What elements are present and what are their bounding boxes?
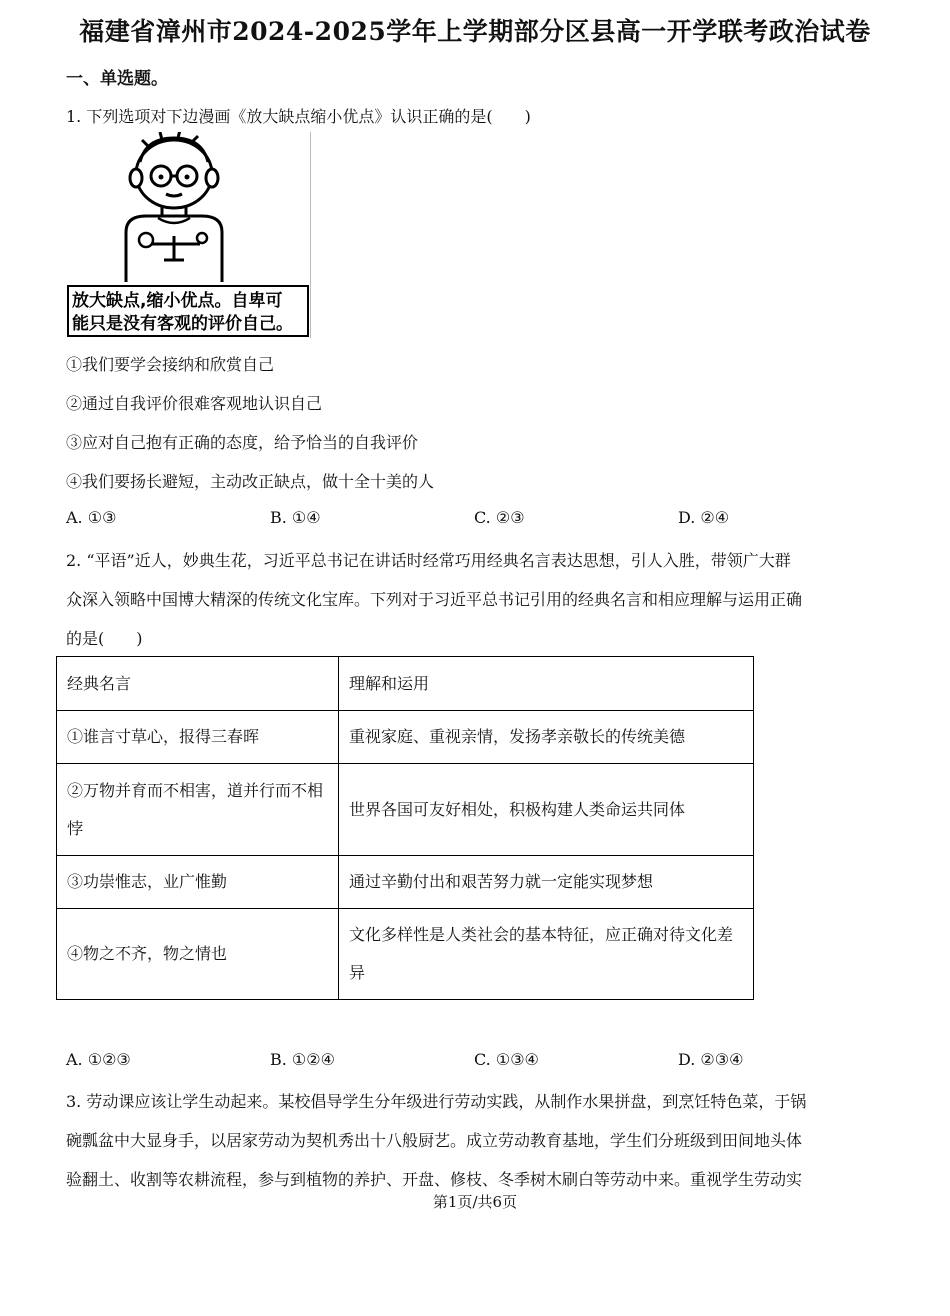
q1-option-c[interactable]: C. ②③ [474, 508, 525, 527]
cartoon-caption-line1: 放大缺点,缩小优点。自卑可 [72, 291, 283, 311]
q1-item-4: ④我们要扬长避短，主动改正缺点，做十全十美的人 [66, 472, 435, 491]
q2-stem-line3: 的是( ) [66, 629, 143, 648]
q2-stem-line2: 众深入领略中国博大精深的传统文化宝库。下列对于习近平总书记引用的经典名言和相应理解与运用正确 [66, 590, 803, 609]
table-cell-quote: ④物之不齐，物之情也 [57, 909, 339, 1000]
section-heading: 一、单选题。 [66, 69, 168, 89]
q2-option-b[interactable]: B. ①②④ [270, 1050, 335, 1069]
q2-option-c[interactable]: C. ①③④ [474, 1050, 539, 1069]
table-cell-quote: ②万物并育而不相害，道并行而不相悖 [57, 764, 339, 856]
table-cell-quote: ①谁言寸草心，报得三春晖 [57, 711, 339, 764]
q1-item-1: ①我们要学会接纳和欣赏自己 [66, 355, 275, 374]
exam-title: 福建省漳州市2024-2025学年上学期部分区县高一开学联考政治试卷 [79, 17, 871, 46]
q3-line1: 3. 劳动课应该让学生动起来。某校倡导学生分年级进行劳动实践，从制作水果拼盘，到烹饪特色菜，于锅 [66, 1092, 807, 1111]
q2-option-d[interactable]: D. ②③④ [678, 1050, 744, 1069]
table-cell-understanding: 文化多样性是人类社会的基本特征，应正确对待文化差异 [339, 909, 754, 1000]
table-row [57, 856, 754, 909]
table-row [57, 764, 754, 856]
table-cell-quote: ③功崇惟志，业广惟勤 [57, 856, 339, 909]
q2-option-a[interactable]: A. ①②③ [66, 1050, 131, 1069]
table-header-understanding: 理解和运用 [339, 657, 754, 711]
q1-option-a[interactable]: A. ①③ [66, 508, 117, 527]
table-header-row [57, 657, 754, 711]
page-footer: 第1页/共6页 [432, 1193, 518, 1211]
cartoon-figure [66, 132, 310, 338]
table-cell-understanding: 重视家庭、重视亲情，发扬孝亲敬长的传统美德 [339, 711, 754, 764]
table-cell-understanding: 世界各国可友好相处，积极构建人类命运共同体 [339, 764, 754, 856]
table-row [57, 909, 754, 1000]
table-cell-understanding: 通过辛勤付出和艰苦努力就一定能实现梦想 [339, 856, 754, 909]
q1-option-d[interactable]: D. ②④ [678, 508, 730, 527]
q1-item-2: ②通过自我评价很难客观地认识自己 [66, 394, 323, 413]
table-row [57, 711, 754, 764]
q1-stem: 1. 下列选项对下边漫画《放大缺点缩小优点》认识正确的是( ) [66, 107, 531, 126]
q1-option-b[interactable]: B. ①④ [270, 508, 321, 527]
cartoon-image [66, 132, 311, 338]
q2-stem-line1: 2. “平语”近人，妙典生花，习近平总书记在讲话时经常巧用经典名言表达思想，引人入胜，带领广大群 [66, 551, 791, 570]
quotes-table [56, 656, 754, 1000]
table-header-quote: 经典名言 [57, 657, 339, 711]
cartoon-caption-line2: 能只是没有客观的评价自己。 [72, 314, 293, 334]
q1-item-3: ③应对自己抱有正确的态度，给予恰当的自我评价 [66, 433, 419, 452]
q3-line2: 碗瓢盆中大显身手，以居家劳动为契机秀出十八般厨艺。成立劳动教育基地，学生们分班级到田间地头体 [66, 1131, 803, 1150]
q3-line3: 验翻土、收割等农耕流程，参与到植物的养护、开盘、修枝、冬季树木刷白等劳动中来。重视学生劳动实 [66, 1170, 803, 1189]
